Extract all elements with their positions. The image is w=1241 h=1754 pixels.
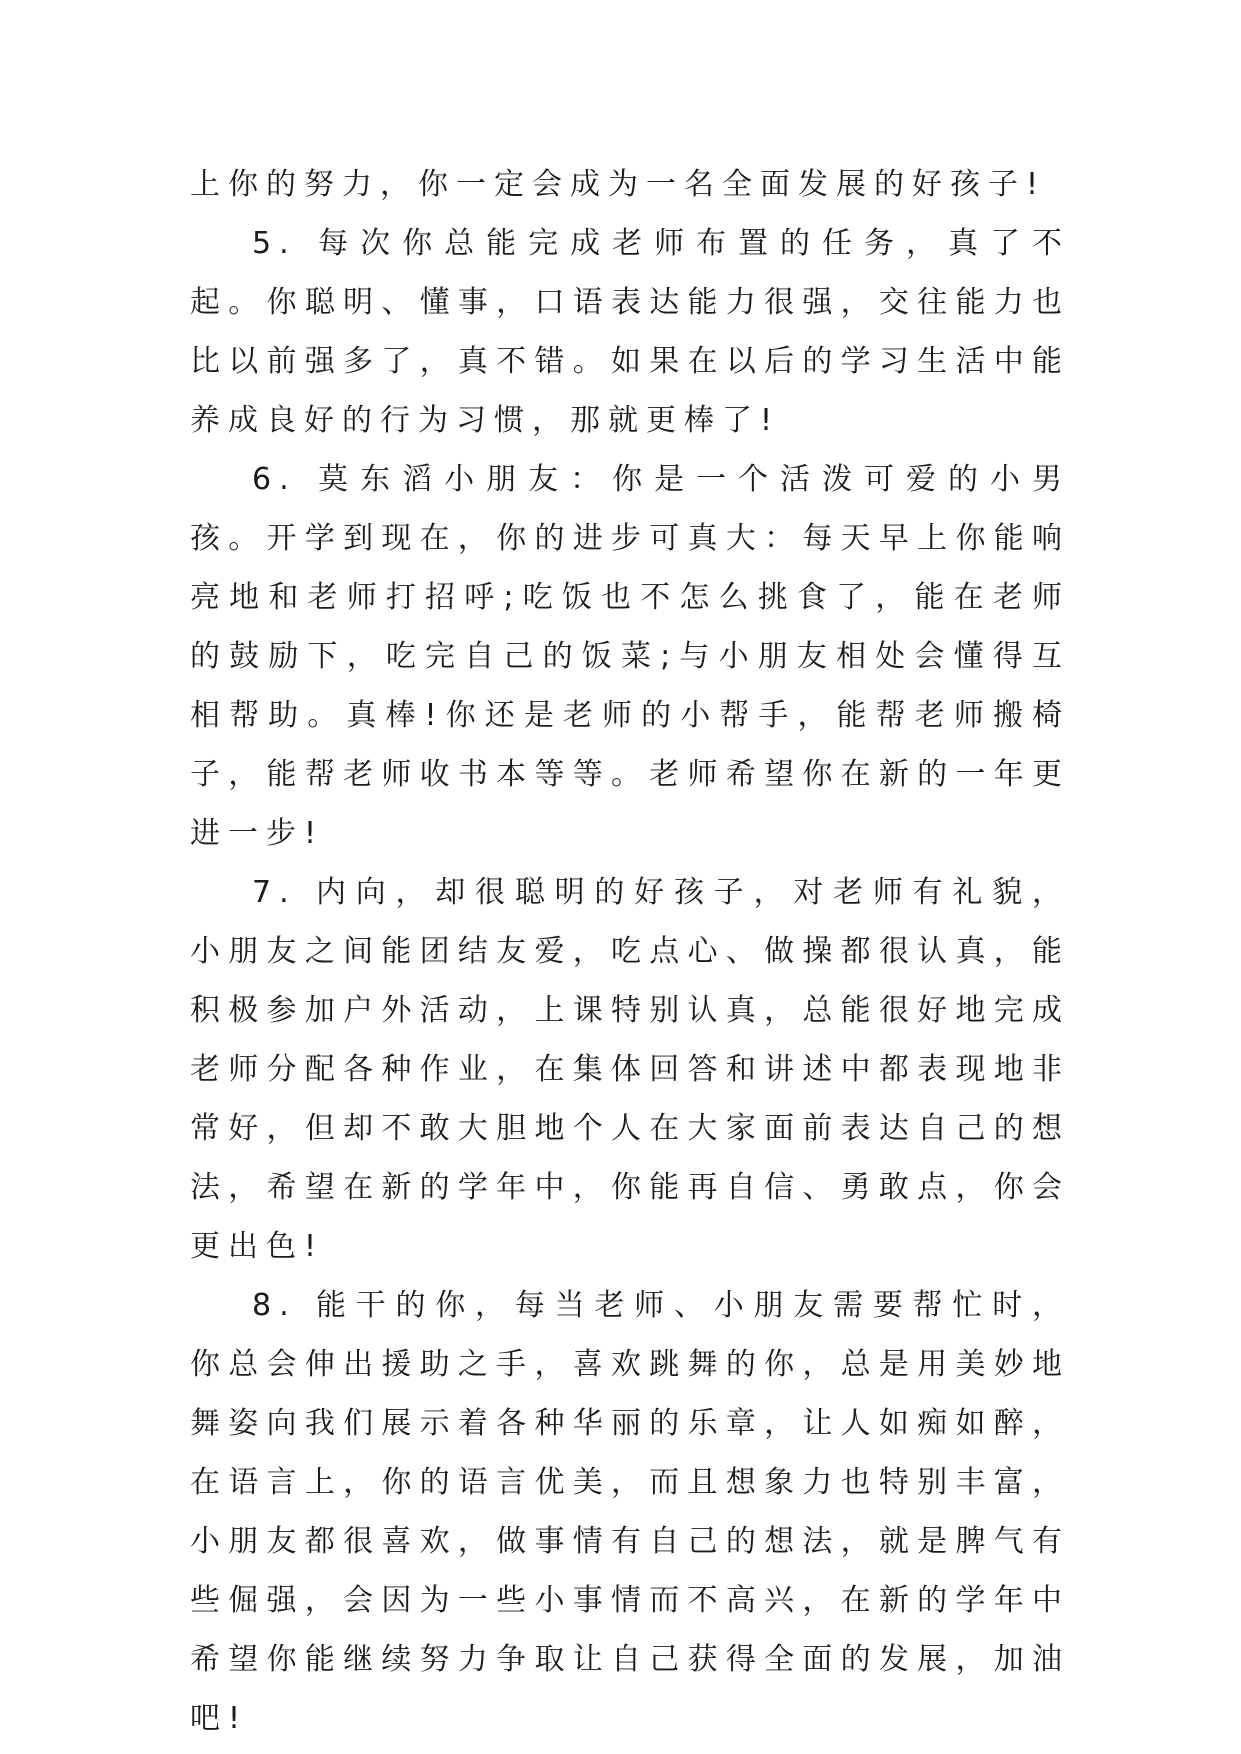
paragraph-comment-7: 7. 内向，却很聪明的好孩子，对老师有礼貌，小朋友之间能团结友爱，吃点心、做操都很认真，能积极参加户外活动，上课特别认真，总能很好地完成老师分配各种作业，在集体回答和讲述中都表现地非常好，但却不敢大胆地个人在大家面前表达自己的想法，希望在新的学年中，你能再自信、勇敢点，你会更出色!: [190, 875, 1070, 1264]
paragraph-comment-5: 5. 每次你总能完成老师布置的任务，真了不起。你聪明、懂事，口语表达能力很强，交往能力也比以前强多了，真不错。如果在以后的学习生活中能养成良好的行为习惯，那就更棒了!: [190, 226, 1070, 438]
paragraph-comment-6: 6. 莫东滔小朋友：你是一个活泼可爱的小男孩。开学到现在，你的进步可真大：每天早上你能响亮地和老师打招呼;吃饭也不怎么挑食了，能在老师的鼓励下，吃完自己的饭菜;与小朋友相处会懂得互相帮助。真棒!你还是老师的小帮手，能帮老师搬椅子，能帮老师收书本等等。老师希望你在新的一年更进一步!: [190, 462, 1070, 851]
paragraph-comment-8: 8. 能干的你，每当老师、小朋友需要帮忙时，你总会伸出援助之手，喜欢跳舞的你，总是用美妙地舞姿向我们展示着各种华丽的乐章，让人如痴如醉，在语言上，你的语言优美，而且想象力也特别丰富，小朋友都很喜欢，做事情有自己的想法，就是脾气有些倔强，会因为一些小事情而不高兴，在新的学年中希望你能继续努力争取让自己获得全面的发展，加油吧!: [190, 1288, 1070, 1736]
paragraph-continuation: 上你的努力，你一定会成为一名全面发展的好孩子!: [190, 167, 1047, 202]
document-body: [190, 155, 1070, 1748]
